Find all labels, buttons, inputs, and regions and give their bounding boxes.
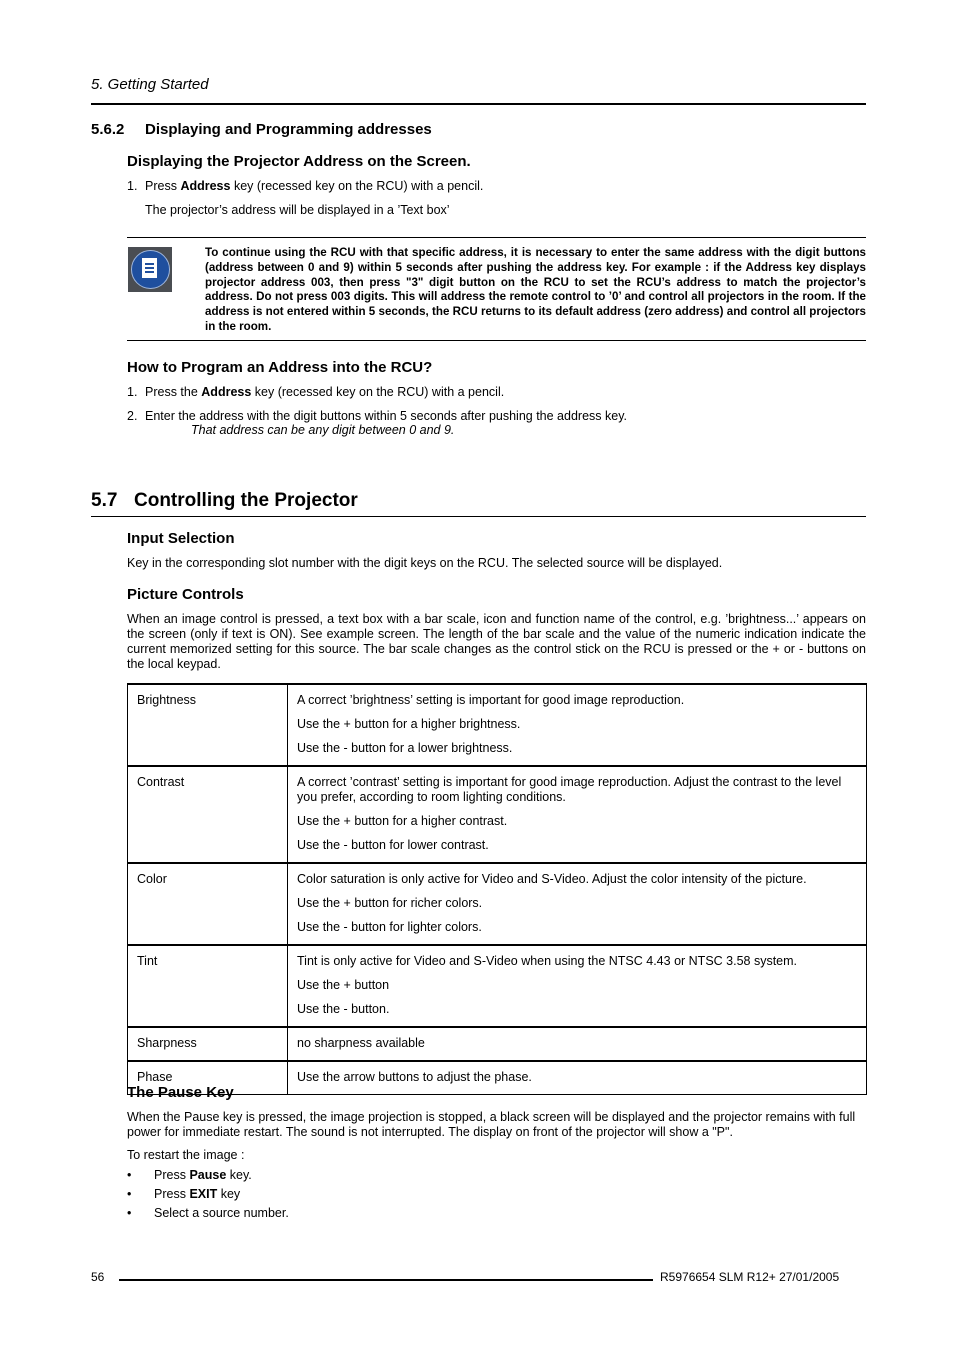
step-key: Address xyxy=(180,179,231,193)
description-line: Use the + button xyxy=(297,978,390,992)
note-document-icon xyxy=(128,247,172,292)
note-bottom-rule xyxy=(127,340,866,341)
input-selection-text: Key in the corresponding slot number with the digit keys on the RCU. The selected source will be displayed. xyxy=(127,556,723,570)
description-line: Use the + button for richer colors. xyxy=(297,896,483,910)
table-row xyxy=(128,863,867,945)
step-key: Address xyxy=(201,385,252,399)
control-name xyxy=(128,1027,288,1061)
section-number: 5.6.2 xyxy=(91,121,125,138)
section-divider xyxy=(91,516,866,517)
section-heading-5-6-2 xyxy=(91,121,432,138)
step-number: 1. xyxy=(127,179,138,193)
description-line: Use the + button for a higher contrast. xyxy=(297,814,508,828)
description-line: A correct ’brightness’ setting is important for good image reproduction. xyxy=(297,693,685,707)
section-title: Controlling the Projector xyxy=(134,490,358,511)
bullet-key: EXIT xyxy=(189,1187,218,1201)
running-header: 5. Getting Started xyxy=(91,76,209,93)
step-text: key (recessed key on the RCU) with a pencil. xyxy=(251,385,505,399)
program-step-2 xyxy=(127,409,627,424)
control-name xyxy=(128,766,288,863)
subheading-display-address: Displaying the Projector Address on the Screen. xyxy=(127,153,471,170)
bullet-text: Press xyxy=(154,1168,190,1182)
description-line: Use the - button for a lower brightness. xyxy=(297,741,513,755)
note-top-rule xyxy=(127,237,866,238)
picture-controls-table xyxy=(127,683,867,1095)
section-title: Displaying and Programming addresses xyxy=(145,121,432,138)
control-name xyxy=(128,684,288,766)
control-name-text: Contrast xyxy=(137,775,185,789)
control-name-text: Sharpness xyxy=(137,1036,197,1050)
bullet: • xyxy=(127,1168,132,1182)
step-number: 1. xyxy=(127,385,138,399)
control-name-text: Color xyxy=(137,872,167,886)
restart-bullet-3 xyxy=(127,1206,289,1221)
header-divider xyxy=(91,103,866,105)
restart-intro: To restart the image : xyxy=(127,1148,245,1162)
page-number: 56 xyxy=(91,1270,105,1284)
step-number: 2. xyxy=(127,409,138,423)
subheading-picture-controls: Picture Controls xyxy=(127,586,244,603)
description-line: A correct ’contrast’ setting is important for good image reproduction. Adjust the contrast to the level you prefer, according to room lighting conditions. xyxy=(297,775,842,804)
step-text: key (recessed key on the RCU) with a pencil. xyxy=(230,179,484,193)
description-line: Color saturation is only active for Video and S-Video. Adjust the color intensity of the picture. xyxy=(297,872,807,886)
subheading-pause-key: The Pause Key xyxy=(127,1084,234,1101)
bullet-text: key xyxy=(217,1187,241,1201)
bullet-key: Pause xyxy=(189,1168,227,1182)
picture-controls-text: When an image control is pressed, a text box with a bar scale, icon and function name of the control, e.g. ’brightness...’ appears on the screen (only if text is ON). See example screen. The length of the bar scale and the value of the numeric indication indicate the current memorized setting for this source. The bar scale changes as the control stick on the RCU is pressed or the + or - buttons on the local keypad. xyxy=(127,612,866,671)
description-line: Use the - button for lower contrast. xyxy=(297,838,489,852)
bullet: • xyxy=(127,1206,132,1220)
footer-divider xyxy=(119,1279,653,1281)
control-description xyxy=(288,684,867,766)
control-name-text: Phase xyxy=(137,1070,173,1084)
restart-bullet-1 xyxy=(127,1168,252,1183)
description-line: Tint is only active for Video and S-Video when using the NTSC 4.43 or NTSC 3.58 system. xyxy=(297,954,798,968)
control-description xyxy=(288,863,867,945)
document-reference: R5976654 SLM R12+ 27/01/2005 xyxy=(660,1270,840,1284)
control-description xyxy=(288,945,867,1027)
program-step-1 xyxy=(127,385,504,400)
section-number: 5.7 xyxy=(91,490,118,511)
display-step-1 xyxy=(127,179,483,194)
control-name xyxy=(128,945,288,1027)
subheading-program-address: How to Program an Address into the RCU? xyxy=(127,359,433,376)
table-row xyxy=(128,766,867,863)
step-text: Press xyxy=(145,179,181,193)
control-name xyxy=(128,863,288,945)
bullet-text: Select a source number. xyxy=(154,1206,289,1220)
table-row xyxy=(128,1061,867,1095)
table-row xyxy=(128,684,867,766)
subheading-input-selection: Input Selection xyxy=(127,530,235,547)
control-description xyxy=(288,1027,867,1061)
display-step-result: The projector’s address will be displayed in a ’Text box’ xyxy=(145,203,450,217)
table-row xyxy=(128,945,867,1027)
control-description xyxy=(288,1061,867,1095)
note-text: To continue using the RCU with that specific address, it is necessary to enter the same address with the digit buttons (address between 0 and 9) within 5 seconds after pushing the address key. For example : if the Address key displays projector address 003, then press "3" digit button on the RCU to set the RCU’s address to match the projector’s address. Do not press 003 digits. This will address the remote control to ’0’ and control all projectors in the room. If the address is not entered within 5 seconds, the RCU returns to its default address (zero address) and control all projectors in the room. xyxy=(205,246,866,333)
description-line: Use the + button for a higher brightness. xyxy=(297,717,521,731)
control-name-text: Brightness xyxy=(137,693,197,707)
step-text: Press the xyxy=(145,385,202,399)
restart-bullet-2 xyxy=(127,1187,240,1202)
control-name-text: Tint xyxy=(137,954,158,968)
step-text: Enter the address with the digit buttons within 5 seconds after pushing the address key. xyxy=(145,409,627,423)
control-description xyxy=(288,766,867,863)
bullet-text: Press xyxy=(154,1187,190,1201)
program-step-2-note: That address can be any digit between 0 and 9. xyxy=(191,423,455,437)
section-heading-5-7 xyxy=(91,490,358,512)
bullet-text: key. xyxy=(226,1168,252,1182)
description-line: Use the - button for lighter colors. xyxy=(297,920,482,934)
description-line: no sharpness available xyxy=(297,1036,425,1050)
pause-key-text: When the Pause key is pressed, the image projection is stopped, a black screen will be displayed and the projector remains with full power for immediate restart. The sound is not interrupted. The display on front of the projector will show a "P". xyxy=(127,1110,856,1139)
table-row xyxy=(128,1027,867,1061)
description-line: Use the - button. xyxy=(297,1002,390,1016)
description-line: Use the arrow buttons to adjust the phase. xyxy=(297,1070,532,1084)
bullet: • xyxy=(127,1187,132,1201)
